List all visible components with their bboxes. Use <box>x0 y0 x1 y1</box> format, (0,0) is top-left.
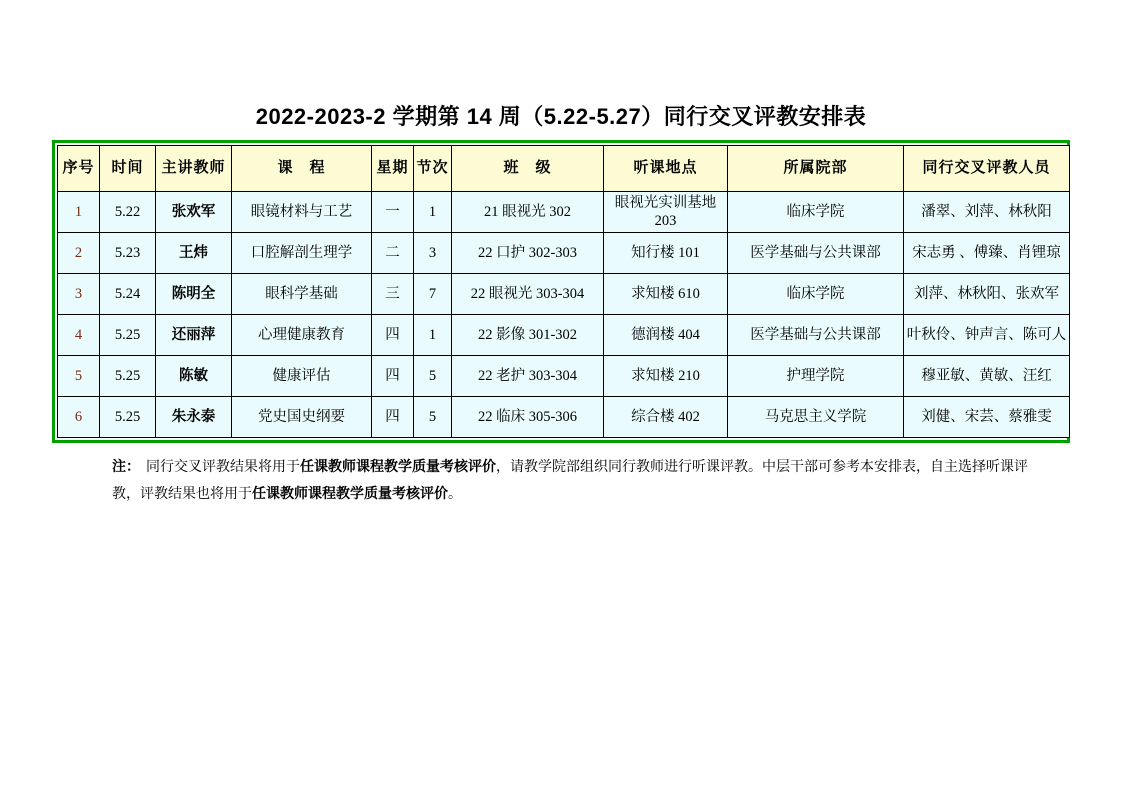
cell-weekday: 四 <box>372 397 414 438</box>
cell-num: 1 <box>58 192 100 233</box>
footnote <box>52 455 1062 508</box>
footnote-line1-c: ，请教学院部组织同行教师进行听课评教。中层干部可参考本安排表，自主选择听课评 <box>496 460 1028 475</box>
table-header-row <box>58 146 1070 192</box>
cell-num: 4 <box>58 315 100 356</box>
cell-reviewers: 潘翠、刘萍、林秋阳 <box>904 192 1070 233</box>
column-header-location: 听课地点 <box>604 146 728 192</box>
cell-department: 医学基础与公共课部 <box>728 315 904 356</box>
cell-course: 心理健康教育 <box>232 315 372 356</box>
cell-class: 22 临床 305-306 <box>452 397 604 438</box>
footnote-label: 注： <box>112 460 140 475</box>
footnote-line1-a: 同行交叉评教结果将用于 <box>146 460 300 475</box>
cell-num: 2 <box>58 233 100 274</box>
cell-class: 21 眼视光 302 <box>452 192 604 233</box>
cell-department: 护理学院 <box>728 356 904 397</box>
cell-date: 5.25 <box>100 397 156 438</box>
cell-class: 22 影像 301-302 <box>452 315 604 356</box>
cell-reviewers: 刘健、宋芸、蔡雅雯 <box>904 397 1070 438</box>
cell-class: 22 眼视光 303-304 <box>452 274 604 315</box>
cell-teacher: 还丽萍 <box>156 315 232 356</box>
table-row <box>58 397 1070 438</box>
cell-department: 临床学院 <box>728 192 904 233</box>
cell-course: 口腔解剖生理学 <box>232 233 372 274</box>
cell-period: 1 <box>414 315 452 356</box>
schedule-table <box>57 145 1070 438</box>
cell-department: 马克思主义学院 <box>728 397 904 438</box>
cell-teacher: 张欢军 <box>156 192 232 233</box>
cell-teacher: 朱永泰 <box>156 397 232 438</box>
footnote-line1-emphasis: 任课教师课程教学质量考核评价 <box>300 460 496 475</box>
footnote-line2 <box>112 482 1062 509</box>
footnote-line2-c: 。 <box>448 486 462 502</box>
page-title: 2022-2023-2 学期第 14 周（5.22-5.27）同行交叉评教安排表 <box>255 104 867 129</box>
cell-num: 3 <box>58 274 100 315</box>
cell-location: 求知楼 210 <box>604 356 728 397</box>
footnote-line2-a: 教，评教结果也将用于 <box>112 486 252 502</box>
cell-location: 知行楼 101 <box>604 233 728 274</box>
cell-department: 临床学院 <box>728 274 904 315</box>
cell-date: 5.22 <box>100 192 156 233</box>
column-header-period: 节次 <box>414 146 452 192</box>
table-row <box>58 192 1070 233</box>
table-row <box>58 274 1070 315</box>
cell-period: 5 <box>414 397 452 438</box>
cell-location: 眼视光实训基地 203 <box>604 192 728 233</box>
cell-reviewers: 刘萍、林秋阳、张欢军 <box>904 274 1070 315</box>
cell-num: 6 <box>58 397 100 438</box>
cell-teacher: 王炜 <box>156 233 232 274</box>
cell-reviewers: 穆亚敏、黄敏、汪红 <box>904 356 1070 397</box>
cell-teacher: 陈明全 <box>156 274 232 315</box>
cell-weekday: 四 <box>372 315 414 356</box>
cell-date: 5.23 <box>100 233 156 274</box>
table-header <box>58 146 1070 192</box>
column-header-department: 所属院部 <box>728 146 904 192</box>
cell-teacher: 陈敏 <box>156 356 232 397</box>
column-header-class: 班 级 <box>452 146 604 192</box>
cell-course: 健康评估 <box>232 356 372 397</box>
cell-period: 5 <box>414 356 452 397</box>
cell-period: 7 <box>414 274 452 315</box>
cell-period: 1 <box>414 192 452 233</box>
cell-location: 综合楼 402 <box>604 397 728 438</box>
cell-location: 求知楼 610 <box>604 274 728 315</box>
cell-weekday: 二 <box>372 233 414 274</box>
cell-department: 医学基础与公共课部 <box>728 233 904 274</box>
cell-weekday: 一 <box>372 192 414 233</box>
column-header-date: 时间 <box>100 146 156 192</box>
cell-course: 党史国史纲要 <box>232 397 372 438</box>
cell-course: 眼科学基础 <box>232 274 372 315</box>
cell-weekday: 三 <box>372 274 414 315</box>
cell-period: 3 <box>414 233 452 274</box>
cell-location: 德润楼 404 <box>604 315 728 356</box>
schedule-table-container <box>52 140 1070 443</box>
table-body <box>58 192 1070 438</box>
cell-num: 5 <box>58 356 100 397</box>
cell-date: 5.25 <box>100 315 156 356</box>
column-header-teacher: 主讲教师 <box>156 146 232 192</box>
column-header-reviewers: 同行交叉评教人员 <box>904 146 1070 192</box>
table-row <box>58 356 1070 397</box>
column-header-course: 课 程 <box>232 146 372 192</box>
table-row <box>58 233 1070 274</box>
cell-class: 22 口护 302-303 <box>452 233 604 274</box>
cell-date: 5.25 <box>100 356 156 397</box>
cell-class: 22 老护 303-304 <box>452 356 604 397</box>
cell-reviewers: 叶秋伶、钟声言、陈可人 <box>904 315 1070 356</box>
cell-weekday: 四 <box>372 356 414 397</box>
cell-course: 眼镜材料与工艺 <box>232 192 372 233</box>
column-header-num: 序号 <box>58 146 100 192</box>
cell-reviewers: 宋志勇 、傅臻、肖锂琼 <box>904 233 1070 274</box>
table-row <box>58 315 1070 356</box>
cell-date: 5.24 <box>100 274 156 315</box>
footnote-line2-emphasis: 任课教师课程教学质量考核评价 <box>252 486 448 502</box>
column-header-weekday: 星期 <box>372 146 414 192</box>
